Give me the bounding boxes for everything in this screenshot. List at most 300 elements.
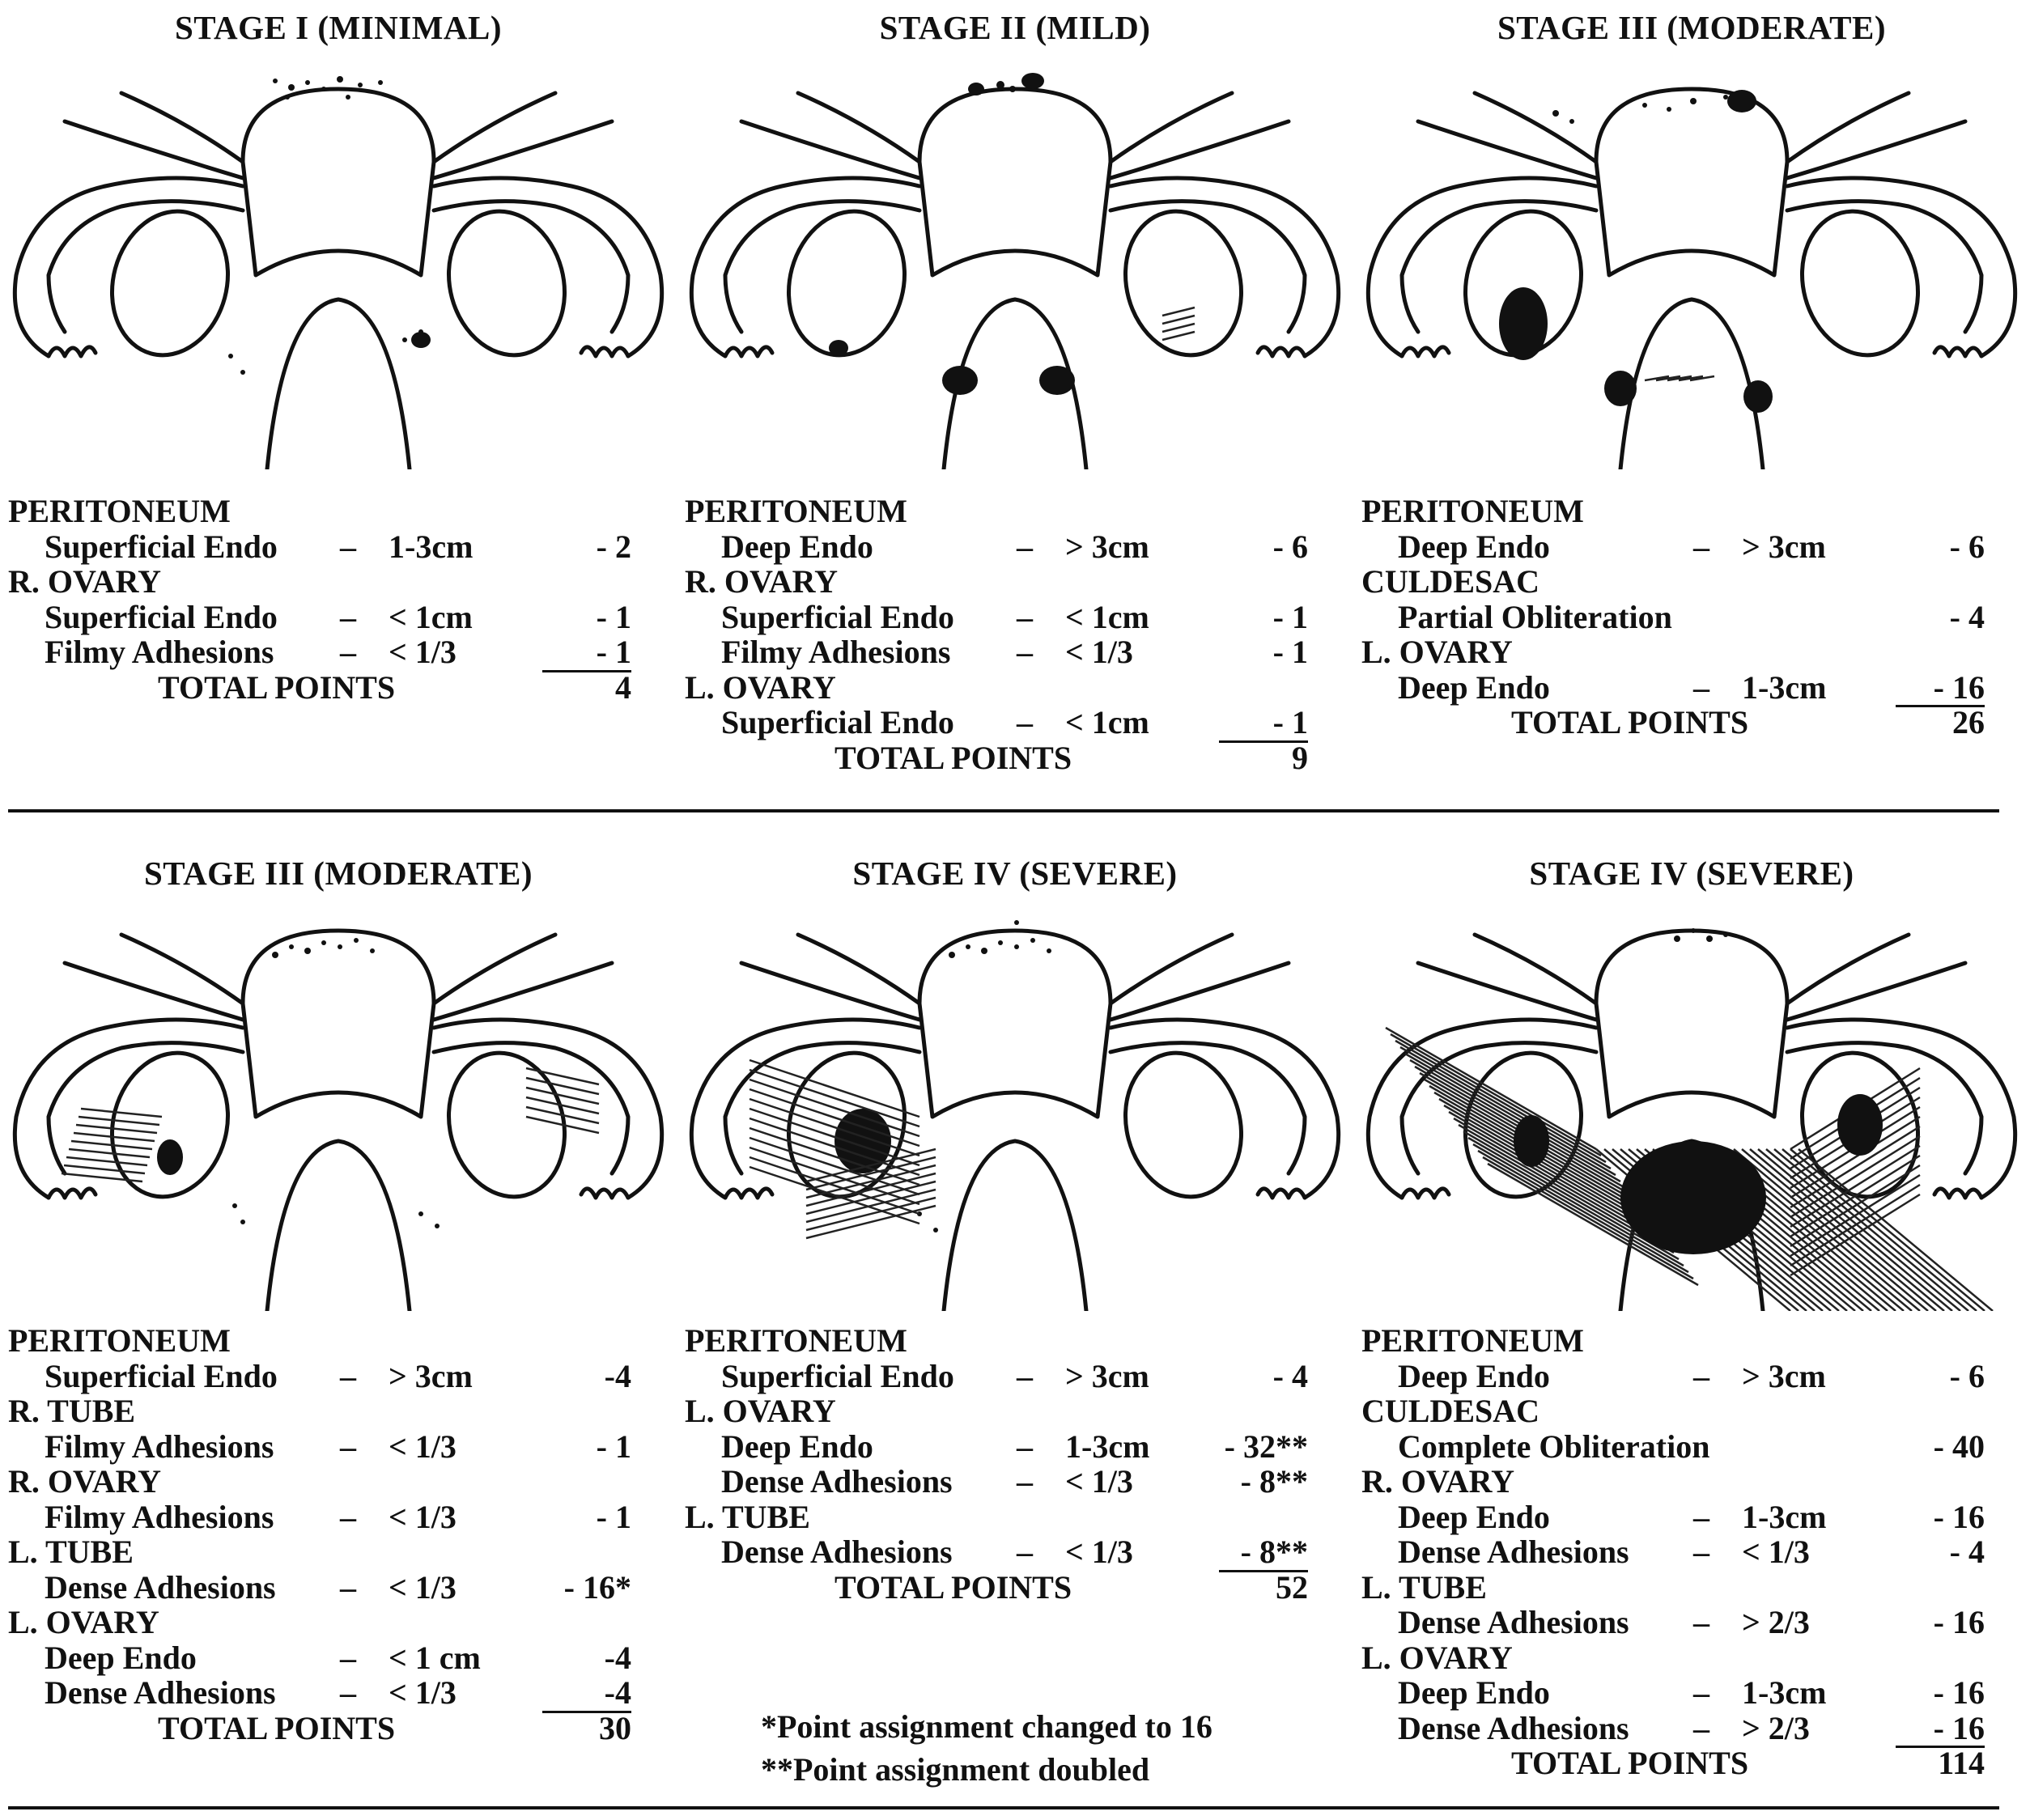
fimbria-right: [1934, 1189, 1981, 1198]
pelvis-diagram: [0, 906, 677, 1311]
score-row: [685, 1534, 1332, 1570]
score-row: [1361, 529, 2009, 565]
finding-label: Dense Adhesions: [1398, 1604, 1629, 1640]
ligament-line-right-upper: [1111, 93, 1232, 162]
ligament-line-right: [1111, 121, 1289, 178]
section-label: L. OVARY: [685, 1393, 836, 1429]
finding-label: Superficial Endo: [721, 704, 954, 740]
section-heading-row: [685, 1323, 1332, 1359]
adhesion-lines: [1758, 1149, 1952, 1311]
endometriosis-spot: [321, 87, 326, 91]
points-value: - 1: [596, 1428, 631, 1465]
fimbria-left: [49, 347, 96, 356]
section-heading-row: [685, 670, 1332, 706]
total-label: TOTAL POINTS: [1511, 1745, 1749, 1781]
score-table: [8, 1323, 656, 1746]
total-label: TOTAL POINTS: [158, 668, 396, 706]
extent-value: 1-3cm: [1742, 668, 1827, 706]
extent-value: 1-3cm: [1742, 1674, 1827, 1711]
section-label: R. OVARY: [685, 563, 838, 600]
points-value: - 16: [1933, 1604, 1985, 1640]
ovary-right: [1110, 198, 1257, 368]
total-label: TOTAL POINTS: [1511, 704, 1749, 740]
pelvis-diagram: [677, 906, 1353, 1311]
dash: –: [1693, 1498, 1709, 1535]
score-row: [1361, 670, 2009, 706]
score-row: [1361, 1605, 2009, 1640]
adhesion-lines: [1162, 332, 1195, 340]
score-table: [685, 1323, 1332, 1605]
dash: –: [1017, 528, 1033, 565]
endometriosis-spot: [1706, 935, 1713, 942]
endometriosis-spot: [273, 78, 278, 83]
adhesion-lines: [1395, 1041, 1606, 1162]
adhesion-lines: [526, 1068, 599, 1084]
adhesion-lines: [69, 1149, 150, 1157]
endometriosis-spot: [933, 1228, 938, 1232]
finding-label: Deep Endo: [1398, 1357, 1550, 1394]
finding-label: Deep Endo: [45, 1639, 197, 1676]
extent-value: < 1/3: [389, 1498, 457, 1535]
finding-label: Deep Endo: [1398, 668, 1550, 706]
section-heading-row: [8, 564, 656, 600]
points-value: - 16: [1896, 670, 1985, 708]
endometriosis-spot: [346, 95, 350, 100]
endometriosis-spot: [1569, 119, 1574, 124]
endometriosis-spot: [338, 944, 342, 949]
uterus-outline: [919, 931, 1111, 1117]
adhesion-lines: [526, 1088, 599, 1104]
total-points-value: 52: [1276, 1568, 1308, 1606]
finding-label: Deep Endo: [1398, 528, 1550, 565]
fimbria-right: [1258, 1189, 1305, 1198]
divider-top: [8, 809, 1999, 812]
points-value: - 1: [1219, 705, 1308, 743]
panel-title: STAGE II (MILD): [879, 9, 1151, 46]
ligament-line-left: [741, 963, 919, 1020]
adhesion-lines: [1774, 1149, 1968, 1311]
score-row: [685, 529, 1332, 565]
endometriosis-spot: [370, 948, 375, 953]
section-heading-row: [1361, 1323, 2009, 1359]
finding-label: Superficial Endo: [721, 1357, 954, 1394]
total-label: TOTAL POINTS: [158, 1709, 396, 1746]
section-label: PERITONEUM: [8, 493, 231, 529]
total-row: [1361, 705, 2009, 740]
finding-label: Filmy Adhesions: [45, 1428, 274, 1465]
endometriosis-spot: [418, 1211, 423, 1216]
ligament-line-left-upper: [1475, 93, 1596, 162]
endometriosis-spot: [304, 948, 311, 954]
finding-label: Superficial Endo: [45, 528, 278, 565]
total-points-value: 26: [1952, 704, 1985, 740]
points-value: -4: [604, 1357, 631, 1394]
total-row: [685, 1570, 1332, 1606]
dash: –: [1693, 528, 1709, 565]
points-value: -4: [542, 1675, 631, 1713]
section-heading-row: [8, 1323, 656, 1359]
adhesion-lines: [1405, 1054, 1616, 1175]
dash: –: [340, 1428, 356, 1465]
points-value: - 16: [1933, 1498, 1985, 1535]
section-label: R. OVARY: [8, 563, 161, 600]
section-heading-row: [8, 1534, 656, 1570]
dash: –: [340, 598, 356, 635]
adhesion-lines: [62, 1173, 142, 1182]
section-heading-row: [8, 1394, 656, 1429]
panel-title: STAGE III (MODERATE): [1497, 9, 1887, 46]
score-row: [8, 1640, 656, 1676]
fimbria-left: [1402, 1189, 1449, 1198]
score-row: [685, 1429, 1332, 1465]
section-heading-row: [1361, 1464, 2009, 1500]
culdesac-arc: [267, 1141, 410, 1311]
extent-value: < 1/3: [389, 1428, 457, 1465]
ligament-line-right: [1111, 963, 1289, 1020]
endometriosis-spot: [240, 1220, 245, 1224]
total-label: TOTAL POINTS: [835, 739, 1072, 776]
extent-value: < 1cm: [389, 598, 473, 635]
endometriosis-spot: [1014, 920, 1019, 925]
ovary-left: [773, 198, 920, 368]
dash: –: [340, 1674, 356, 1711]
finding-label: Dense Adhesions: [45, 1674, 276, 1711]
points-value: - 16*: [563, 1568, 631, 1606]
total-row: [685, 740, 1332, 776]
points-value: - 6: [1949, 528, 1985, 565]
adhesion-lines: [1162, 316, 1195, 324]
endometriosis-spot: [1047, 948, 1051, 953]
extent-value: < 1 cm: [389, 1639, 481, 1676]
section-heading-row: [1361, 494, 2009, 529]
adhesion-lines: [1162, 308, 1195, 316]
endometriosis-lesion: [411, 332, 431, 348]
extent-value: < 1/3: [1065, 634, 1133, 670]
section-heading-row: [1361, 1570, 2009, 1606]
section-heading-row: [685, 1394, 1332, 1429]
finding-label: Deep Endo: [1398, 1498, 1550, 1535]
fimbria-right: [581, 347, 628, 356]
uterus-outline: [919, 89, 1111, 275]
endometriosis-spot: [289, 944, 294, 949]
dash: –: [1693, 1357, 1709, 1394]
total-points-value: 9: [1292, 739, 1308, 776]
ligament-line-left: [65, 963, 243, 1020]
score-row: [685, 1464, 1332, 1500]
total-points-value: 30: [599, 1709, 631, 1746]
uterus-outline: [243, 89, 434, 275]
extent-value: < 1/3: [1742, 1534, 1810, 1570]
stage-panel-6: [1353, 842, 2030, 1781]
ligament-line-right: [1787, 121, 1965, 178]
dash: –: [1693, 1604, 1709, 1640]
obliterated-culdesac: [1620, 1141, 1766, 1254]
section-heading-row: [685, 564, 1332, 600]
section-heading-row: [685, 1500, 1332, 1535]
dash: –: [1693, 668, 1709, 706]
extent-value: 1-3cm: [389, 528, 474, 565]
endometriosis-spot: [1691, 928, 1696, 933]
extent-value: < 1/3: [389, 1568, 457, 1606]
section-label: R. OVARY: [8, 1463, 161, 1500]
dash: –: [1017, 704, 1033, 740]
endometriosis-spot: [232, 1203, 237, 1208]
endometriosis-spot: [1552, 110, 1559, 117]
total-label: TOTAL POINTS: [835, 1568, 1072, 1606]
extent-value: 1-3cm: [1065, 1428, 1150, 1465]
endometriosis-lesion: [1021, 73, 1044, 89]
points-value: - 6: [1272, 528, 1308, 565]
ligament-line-left-upper: [798, 935, 919, 1003]
score-row: [8, 1500, 656, 1535]
points-value: - 8**: [1219, 1534, 1308, 1572]
score-table: [685, 494, 1332, 775]
endometriosis-spot: [981, 948, 987, 954]
ovary-right: [1786, 198, 1934, 368]
adhesion-lines: [66, 1157, 147, 1165]
panel-title: STAGE III (MODERATE): [143, 855, 533, 892]
section-heading-row: [8, 1464, 656, 1500]
score-row: [685, 705, 1332, 740]
endometriosis-spot: [1723, 95, 1728, 100]
divider-bottom: [8, 1806, 1999, 1809]
adhesion-lines: [1782, 1149, 1977, 1311]
endometriosis-spot: [996, 81, 1004, 89]
points-value: - 2: [596, 528, 631, 565]
dash: –: [1017, 1357, 1033, 1394]
fimbria-right: [1934, 347, 1981, 356]
ovary-right: [1110, 1040, 1257, 1210]
section-label: L. TUBE: [1361, 1568, 1487, 1606]
score-row: [1361, 600, 2009, 635]
endometriosis-spot: [305, 80, 310, 85]
points-value: - 4: [1949, 598, 1985, 635]
adhesion-lines: [64, 1165, 145, 1173]
dash: –: [1693, 1534, 1709, 1570]
ligament-line-left-upper: [798, 93, 919, 162]
total-points-value: 114: [1938, 1745, 1985, 1781]
score-row: [8, 529, 656, 565]
dash: –: [340, 1498, 356, 1535]
adhesion-lines: [1162, 324, 1195, 332]
finding-label: Dense Adhesions: [45, 1568, 276, 1606]
extent-value: > 3cm: [1742, 1357, 1826, 1394]
section-label: L. OVARY: [1361, 634, 1513, 670]
extent-value: > 2/3: [1742, 1709, 1810, 1746]
extent-value: < 1cm: [1065, 598, 1149, 635]
section-label: PERITONEUM: [1361, 493, 1584, 529]
endometriosis-spot: [240, 370, 245, 375]
score-row: [1361, 1359, 2009, 1394]
finding-label: Dense Adhesions: [721, 1463, 953, 1500]
ligament-line-right-upper: [434, 935, 555, 1003]
endometrioma: [1837, 1094, 1883, 1156]
extent-value: < 1/3: [1065, 1463, 1133, 1500]
section-label: CULDESAC: [1361, 1393, 1540, 1429]
endometriosis-spot: [435, 1224, 440, 1228]
ligament-line-left-upper: [1475, 935, 1596, 1003]
score-row: [1361, 1711, 2009, 1746]
extent-value: < 1/3: [389, 1674, 457, 1711]
adhesion-lines: [1790, 1149, 1985, 1311]
score-row: [1361, 1675, 2009, 1711]
pelvis-diagram: [0, 65, 677, 469]
endometriosis-spot: [1674, 935, 1680, 942]
footnote-double-asterisk: **Point assignment doubled: [761, 1751, 1150, 1788]
culdesac-arc: [1620, 299, 1763, 469]
endometriosis-spot: [1667, 107, 1671, 112]
endometrioma: [1514, 1115, 1549, 1167]
dash: –: [1017, 1428, 1033, 1465]
finding-label: Dense Adhesions: [721, 1534, 953, 1570]
extent-value: > 3cm: [1065, 1357, 1149, 1394]
panel-title: STAGE I (MINIMAL): [174, 9, 503, 46]
extent-value: < 1cm: [1065, 704, 1149, 740]
uterus-outline: [1596, 931, 1787, 1117]
points-value: - 1: [596, 1498, 631, 1535]
dash: –: [1017, 598, 1033, 635]
section-label: PERITONEUM: [8, 1322, 231, 1359]
finding-label: Filmy Adhesions: [45, 1498, 274, 1535]
endometriosis-lesion: [1727, 90, 1756, 112]
endometriosis-spot: [1030, 938, 1035, 943]
score-row: [8, 1429, 656, 1465]
ligament-line-left: [65, 121, 243, 178]
endometriosis-spot: [378, 80, 383, 85]
pelvis-diagram: [1353, 906, 2030, 1311]
finding-label: Dense Adhesions: [1398, 1534, 1629, 1570]
endometriosis-lesion: [1743, 380, 1773, 413]
points-value: - 8**: [1240, 1463, 1308, 1500]
endometriosis-spot: [358, 83, 363, 87]
endometriosis-spot: [966, 944, 970, 949]
adhesion-lines: [1410, 1060, 1620, 1182]
score-table: [8, 494, 656, 705]
section-label: R. OVARY: [1361, 1463, 1514, 1500]
ovary-left: [96, 1040, 244, 1210]
finding-label: Deep Endo: [1398, 1674, 1550, 1711]
dash: –: [1693, 1709, 1709, 1746]
ligament-line-left: [741, 121, 919, 178]
extent-value: > 3cm: [1742, 528, 1826, 565]
score-row: [8, 1570, 656, 1606]
finding-label: Superficial Endo: [721, 598, 954, 635]
ligament-line-right-upper: [1111, 935, 1232, 1003]
score-table: [1361, 1323, 2009, 1781]
points-value: - 40: [1933, 1428, 1985, 1465]
stage-panel-4: [0, 842, 677, 1746]
finding-label: Filmy Adhesions: [45, 634, 274, 670]
endometriosis-spot: [402, 337, 407, 342]
adhesion-lines: [526, 1078, 599, 1094]
total-row: [8, 670, 656, 706]
finding-label: Superficial Endo: [45, 1357, 278, 1394]
section-heading-row: [1361, 1640, 2009, 1676]
score-row: [8, 634, 656, 670]
ligament-line-right: [1787, 963, 1965, 1020]
fimbria-left: [49, 1189, 96, 1198]
endometriosis-lesion: [1039, 366, 1075, 395]
panel-title: STAGE IV (SEVERE): [852, 855, 1178, 892]
ligament-line-right: [434, 121, 612, 178]
ligament-line-left: [1418, 963, 1596, 1020]
endometriosis-spot: [1723, 932, 1728, 937]
section-heading-row: [685, 494, 1332, 529]
adhesion-lines: [806, 1198, 936, 1230]
section-heading-row: [1361, 1394, 2009, 1429]
section-label: L. OVARY: [1361, 1639, 1513, 1676]
section-label: L. TUBE: [8, 1534, 134, 1570]
score-row: [685, 634, 1332, 670]
adhesion-lines: [79, 1117, 159, 1125]
endometriosis-lesion: [829, 340, 848, 356]
fimbria-left: [1402, 347, 1449, 356]
stage-panel-5: [677, 842, 1353, 1683]
dash: –: [340, 528, 356, 565]
adhesion-lines: [76, 1125, 157, 1133]
extent-value: > 3cm: [1065, 528, 1149, 565]
finding-label: Dense Adhesions: [1398, 1709, 1629, 1746]
total-row: [8, 1711, 656, 1746]
endometriosis-spot: [1690, 98, 1697, 104]
dash: –: [340, 1357, 356, 1394]
points-value: - 16: [1933, 1674, 1985, 1711]
dash: –: [340, 634, 356, 670]
total-points-value: 4: [615, 668, 631, 706]
endometriosis-spot: [228, 354, 233, 358]
endometriosis-spot: [354, 938, 359, 943]
total-row: [1361, 1746, 2009, 1781]
pelvis-diagram: [1353, 65, 2030, 469]
endometriosis-spot: [949, 952, 955, 958]
dash: –: [1017, 1463, 1033, 1500]
dash: –: [340, 1568, 356, 1606]
extent-value: 1-3cm: [1742, 1498, 1827, 1535]
fimbria-left: [725, 347, 772, 356]
section-label: L. TUBE: [685, 1498, 810, 1535]
dash: –: [1693, 1674, 1709, 1711]
endometriosis-spot: [272, 952, 278, 958]
stage-panel-1: [0, 0, 677, 842]
panel-title: STAGE IV (SEVERE): [1529, 855, 1854, 892]
stage-panel-3: [1353, 0, 2030, 842]
ligament-line-right-upper: [434, 93, 555, 162]
section-label: L. OVARY: [685, 668, 836, 706]
adhesion-lines: [1391, 1034, 1601, 1156]
score-table: [1361, 494, 2009, 740]
ligament-line-left: [1418, 121, 1596, 178]
extent-value: > 3cm: [389, 1357, 473, 1394]
points-value: - 4: [1949, 1534, 1985, 1570]
section-label: CULDESAC: [1361, 563, 1540, 600]
endometriosis-spot: [285, 95, 290, 100]
section-heading-row: [8, 494, 656, 529]
points-value: - 1: [1272, 634, 1308, 670]
endometriosis-spot: [1014, 944, 1019, 949]
ligament-line-left-upper: [121, 93, 243, 162]
endometriosis-spot: [288, 84, 295, 91]
ovary-right: [433, 198, 580, 368]
stage-panel-2: [677, 0, 1353, 842]
dash: –: [340, 1639, 356, 1676]
endometriosis-lesion: [942, 366, 978, 395]
ligament-line-right-upper: [1787, 935, 1909, 1003]
footnote-single-asterisk: *Point assignment changed to 16: [761, 1708, 1212, 1745]
culdesac-arc: [267, 299, 410, 469]
section-heading-row: [1361, 564, 2009, 600]
uterus-outline: [1596, 89, 1787, 275]
ligament-line-right: [434, 963, 612, 1020]
